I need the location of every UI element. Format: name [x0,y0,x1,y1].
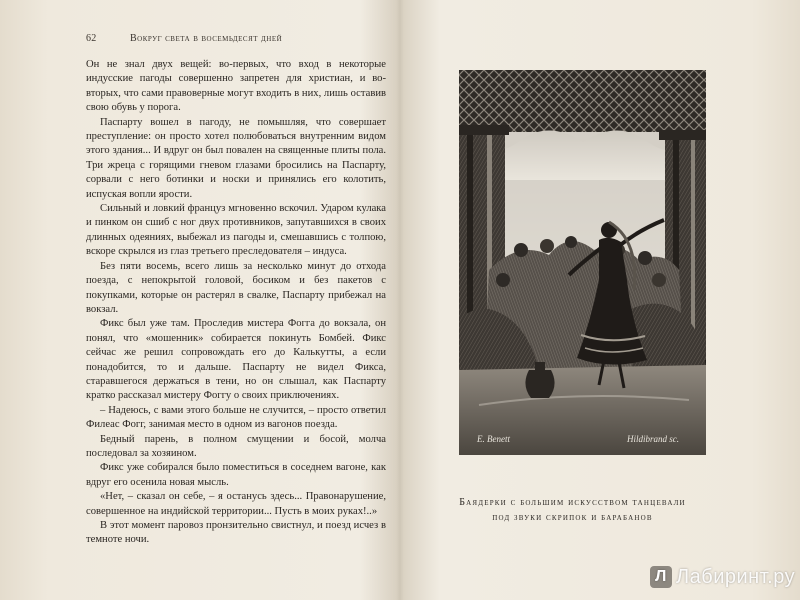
paragraph: В этот момент паровоз пронзительно свистнул, и поезд исчез в темноте ночи. [86,520,386,546]
running-title: Вокруг света в восемьдесят дней [130,33,283,44]
body-text [86,58,386,548]
caption-line-2: под звуки скрипок и барабанов [492,512,653,523]
paragraph: «Нет, – сказал он себе, – я останусь здесь... Правонарушение, совершенное на индийской территории... Пусть в моих руках!..» [86,491,386,517]
paragraph: Без пяти восемь, всего лишь за несколько минут до отхода поезда, с непокрытой головой, босиком и без пакетов с покупками, которые он растерял в свалке, Паспарту прибежал на вокзал. [86,260,386,315]
watermark-text: Лабиринт.ру [676,565,796,588]
engraving-illustration-icon [459,70,706,455]
running-head [86,33,376,44]
paragraph: Паспарту вошел в пагоду, не помышляя, что совершает преступление: он просто хотел полюбоваться внутренним видом этого здания... И вдруг он был повален на священные плиты пола. Три жреца с горящими гневом глазами бросились на Паспарту, сорвали с него ботинки и носки и принялись его колотить, испуская вопли ярости. [86,116,386,200]
paragraph: Фикс был уже там. Проследив мистера Фогга до вокзала, он понял, что «мошенник» собирается покинуть Бомбей. Фикс сейчас же решил сопровождать его до Калькутты, а если понадобится, то и дальше. Паспарту не видел Фикса, старавшегося держаться в тени, но он слышал, как Паспарту кратко рассказал мистеру Фоггу о своих приключениях. [86,318,386,402]
engraver-signature-left: E. Benett [477,434,510,444]
paragraph: Он не знал двух вещей: во-первых, что вход в некоторые индусские пагоды совершенно запретен для христиан, и во-вторых, что сами правоверные могут входить в них, лишь оставив свою обувь у порога. [86,59,386,114]
paragraph: Фикс уже собирался было поместиться в соседнем вагоне, как вдруг его осенила новая мысль. [86,462,386,488]
engraver-signature-right: Hildibrand sc. [627,434,680,444]
page-number: 62 [86,33,97,44]
paragraph: Сильный и ловкий француз мгновенно вскочил. Ударом кулака и пинком он сшиб с ног двух противников, запутавшихся в своих длинных одеяниях, выбежал из пагоды и, смешавшись с толпою, вскоре скрылся из глаз третьего преследователя – индуса. [86,203,386,258]
caption-line-1: Баядерки с большим искусством танцевали [459,497,686,508]
paragraph: – Надеюсь, с вами этого больше не случится, – просто ответил Филеас Фогг, занимая место в одном из вагонов поезда. [86,404,386,431]
watermark [650,562,800,592]
illustration-caption [430,495,715,525]
paragraph: Бедный парень, в полном смущении и босой, молча последовал за хозяином. [86,433,386,459]
labirint-logo-icon: Л [650,566,672,588]
right-page [400,0,800,600]
engraving-illustration [459,70,706,455]
